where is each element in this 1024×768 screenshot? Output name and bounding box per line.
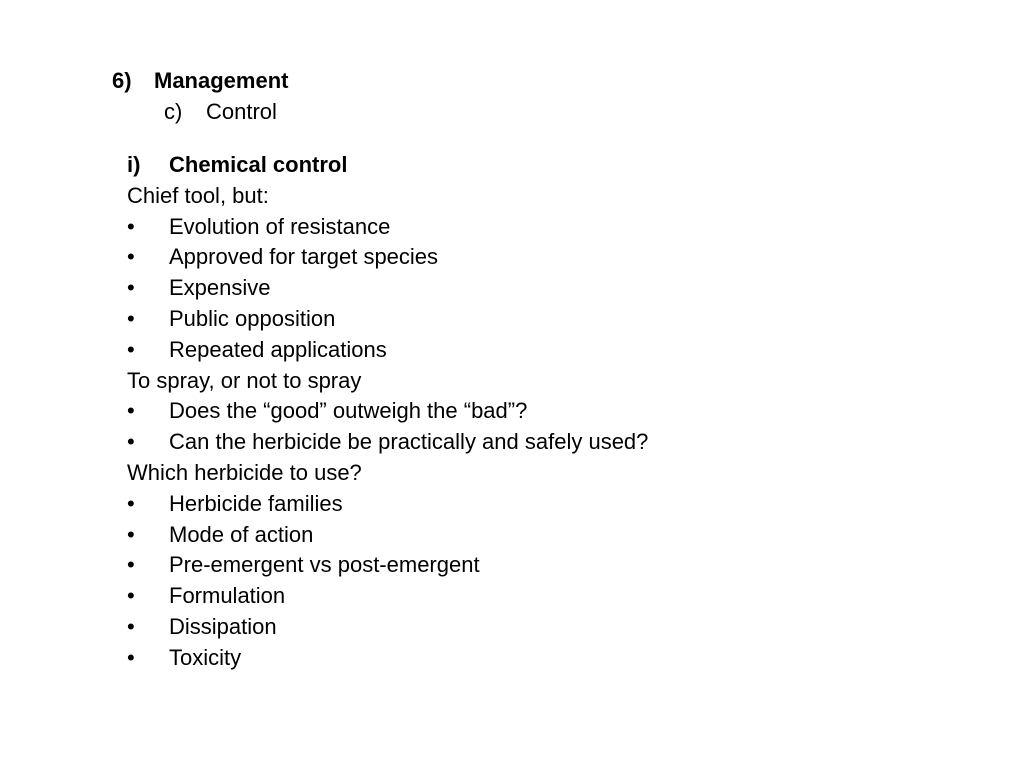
- section-heading: [127, 150, 648, 181]
- heading-number: 6): [112, 68, 132, 93]
- bullet-item: [127, 242, 648, 273]
- bullet-text: Can the herbicide be practically and safely used?: [169, 429, 649, 455]
- slide-content: [127, 150, 648, 674]
- bullet-icon: •: [127, 398, 135, 424]
- bullet-item: [127, 396, 648, 427]
- bullet-icon: •: [127, 305, 135, 331]
- bullet-text: Formulation: [169, 583, 286, 609]
- bullet-item: [127, 304, 648, 335]
- bullet-icon: •: [127, 521, 135, 547]
- subheading-title: Control: [206, 99, 277, 124]
- group-intro: Chief tool, but:: [127, 182, 269, 208]
- section-title: Chemical control: [169, 152, 348, 177]
- bullet-icon: •: [127, 336, 135, 362]
- bullet-text: Does the “good” outweigh the “bad”?: [169, 398, 528, 424]
- group-intro: Which herbicide to use?: [127, 459, 362, 485]
- section-number: i): [127, 152, 141, 177]
- bullet-item: [127, 520, 648, 551]
- bullet-text: Herbicide families: [169, 490, 343, 516]
- bullet-icon: •: [127, 583, 135, 609]
- bullet-icon: •: [127, 213, 135, 239]
- bullet-item: [127, 643, 648, 674]
- bullet-icon: •: [127, 429, 135, 455]
- bullet-item: [127, 427, 648, 458]
- bullet-item: [127, 612, 648, 643]
- slide-subheading: [164, 98, 277, 126]
- bullet-text: Expensive: [169, 275, 271, 301]
- bullet-item: [127, 212, 648, 243]
- bullet-text: Dissipation: [169, 613, 277, 639]
- bullet-text: Toxicity: [169, 644, 242, 670]
- bullet-item: [127, 550, 648, 581]
- group-intro: To spray, or not to spray: [127, 367, 362, 393]
- bullet-item: [127, 335, 648, 366]
- bullet-item: [127, 581, 648, 612]
- bullet-item: [127, 489, 648, 520]
- slide-heading: [112, 67, 288, 95]
- bullet-icon: •: [127, 275, 135, 301]
- bullet-text: Repeated applications: [169, 336, 387, 362]
- subheading-number: c): [164, 99, 183, 124]
- bullet-text: Pre-emergent vs post-emergent: [169, 552, 480, 578]
- bullet-icon: •: [127, 644, 135, 670]
- heading-title: Management: [154, 68, 289, 93]
- bullet-text: Mode of action: [169, 521, 314, 547]
- bullet-text: Evolution of resistance: [169, 213, 391, 239]
- bullet-icon: •: [127, 552, 135, 578]
- bullet-icon: •: [127, 490, 135, 516]
- bullet-icon: •: [127, 244, 135, 270]
- bullet-icon: •: [127, 613, 135, 639]
- bullet-item: [127, 273, 648, 304]
- bullet-text: Public opposition: [169, 305, 336, 331]
- bullet-text: Approved for target species: [169, 244, 439, 270]
